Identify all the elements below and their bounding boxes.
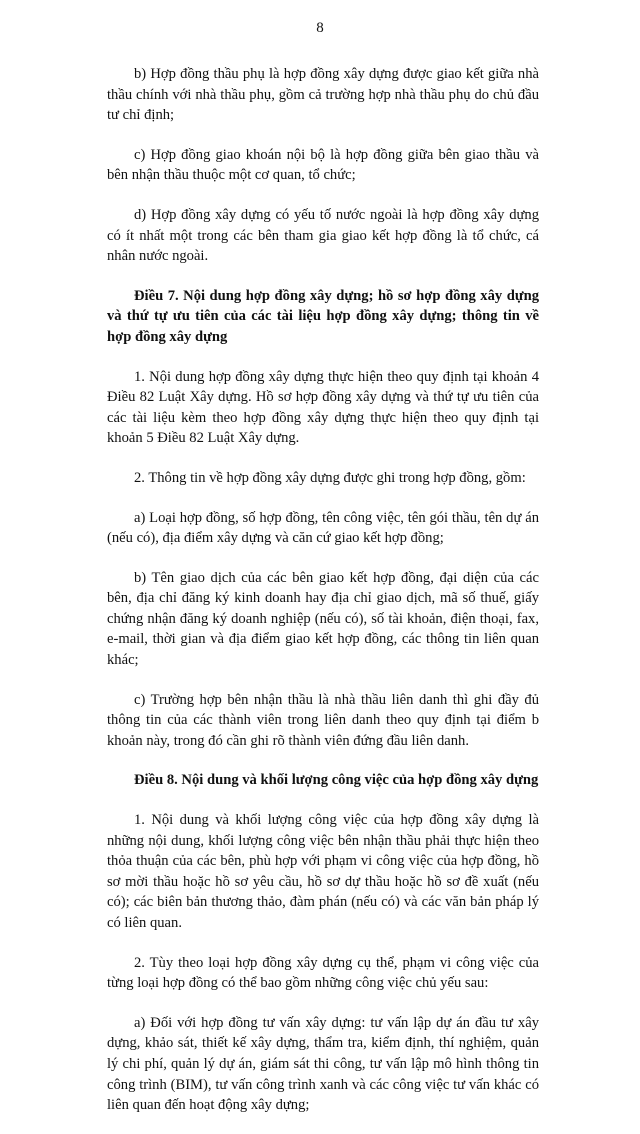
article-7-clause-2: 2. Thông tin về hợp đồng xây dựng được ghi trong hợp đồng, gồm: xyxy=(134,469,526,486)
document-body xyxy=(107,64,539,1134)
page-number: 8 xyxy=(316,20,324,36)
article-8-clause-2-a: a) Đối với hợp đồng tư vấn xây dựng: tư vấn lập dự án đầu tư xây dựng, khảo sát, thiết kế xây dựng, thẩm tra, kiểm định, thí nghiệm, quản lý chi phí, quản lý dự án, giám sát thi công, tư vấn lập mô hình thông tin công trình (BIM), tư vấn công trình xanh và các công việc tư vấn khác có liên quan đến hoạt động xây dựng; xyxy=(107,1014,539,1114)
article-8-clause-2: 2. Tùy theo loại hợp đồng xây dựng cụ thể, phạm vi công việc của từng loại hợp đồng có thể bao gồm những công việc chủ yếu sau: xyxy=(107,954,539,992)
article-8-heading: Điều 8. Nội dung và khối lượng công việc của hợp đồng xây dựng xyxy=(134,772,539,789)
article-7-clause-2-b: b) Tên giao dịch của các bên giao kết hợp đồng, đại diện của các bên, địa chỉ đăng ký kinh doanh hay địa chỉ giao dịch, mã số thuế, giấy chứng nhận đăng ký doanh nghiệp (nếu có), số tài khoản, điện thoại, fax, e-mail, thời gian và địa điểm giao kết hợp đồng, các thông tin liên quan khác; xyxy=(107,569,539,669)
paragraph-internal-contract: c) Hợp đồng giao khoán nội bộ là hợp đồng giữa bên giao thầu và bên nhận thầu thuộc một cơ quan, tổ chức; xyxy=(107,146,539,184)
article-7-clause-2-c: c) Trường hợp bên nhận thầu là nhà thầu liên danh thì ghi đầy đủ thông tin của các thành viên trong liên danh theo quy định tại điểm b khoản này, trong đó cần ghi rõ thành viên đứng đầu liên danh. xyxy=(107,691,539,749)
article-7-heading: Điều 7. Nội dung hợp đồng xây dựng; hồ sơ hợp đồng xây dựng và thứ tự ưu tiên của các tài liệu hợp đồng xây dựng; thông tin về hợp đồng xây dựng xyxy=(107,287,539,345)
article-7-clause-2-a: a) Loại hợp đồng, số hợp đồng, tên công việc, tên gói thầu, tên dự án (nếu có), địa điểm xây dựng và căn cứ giao kết hợp đồng; xyxy=(107,509,539,547)
paragraph-subcontract: b) Hợp đồng thầu phụ là hợp đồng xây dựng được giao kết giữa nhà thầu chính với nhà thầu phụ, gồm cả trường hợp nhà thầu phụ do chủ đầu tư chỉ định; xyxy=(107,66,539,124)
paragraph-foreign-contract: d) Hợp đồng xây dựng có yếu tố nước ngoài là hợp đồng xây dựng có ít nhất một trong các bên tham gia giao kết hợp đồng là tổ chức, cá nhân nước ngoài. xyxy=(107,206,539,265)
article-8-clause-1: 1. Nội dung và khối lượng công việc của hợp đồng xây dựng là những nội dung, khối lượng công việc bên nhận thầu phải thực hiện theo thỏa thuận của các bên, phù hợp với phạm vi công việc của hợp đồng, hồ sơ mời thầu hoặc hồ sơ yêu cầu, hồ sơ dự thầu hoặc hồ sơ đề xuất (nếu có); các biên bản thương thảo, đàm phán (nếu có) và các văn bản pháp lý có liên quan. xyxy=(107,812,539,931)
article-7-clause-1: 1. Nội dung hợp đồng xây dựng thực hiện theo quy định tại khoản 4 Điều 82 Luật Xây dựng. Hồ sơ hợp đồng xây dựng và thứ tự ưu tiên của các tài liệu kèm theo hợp đồng xây dựng thực hiện theo quy định tại khoản 5 Điều 82 Luật Xây dựng. xyxy=(107,368,539,447)
